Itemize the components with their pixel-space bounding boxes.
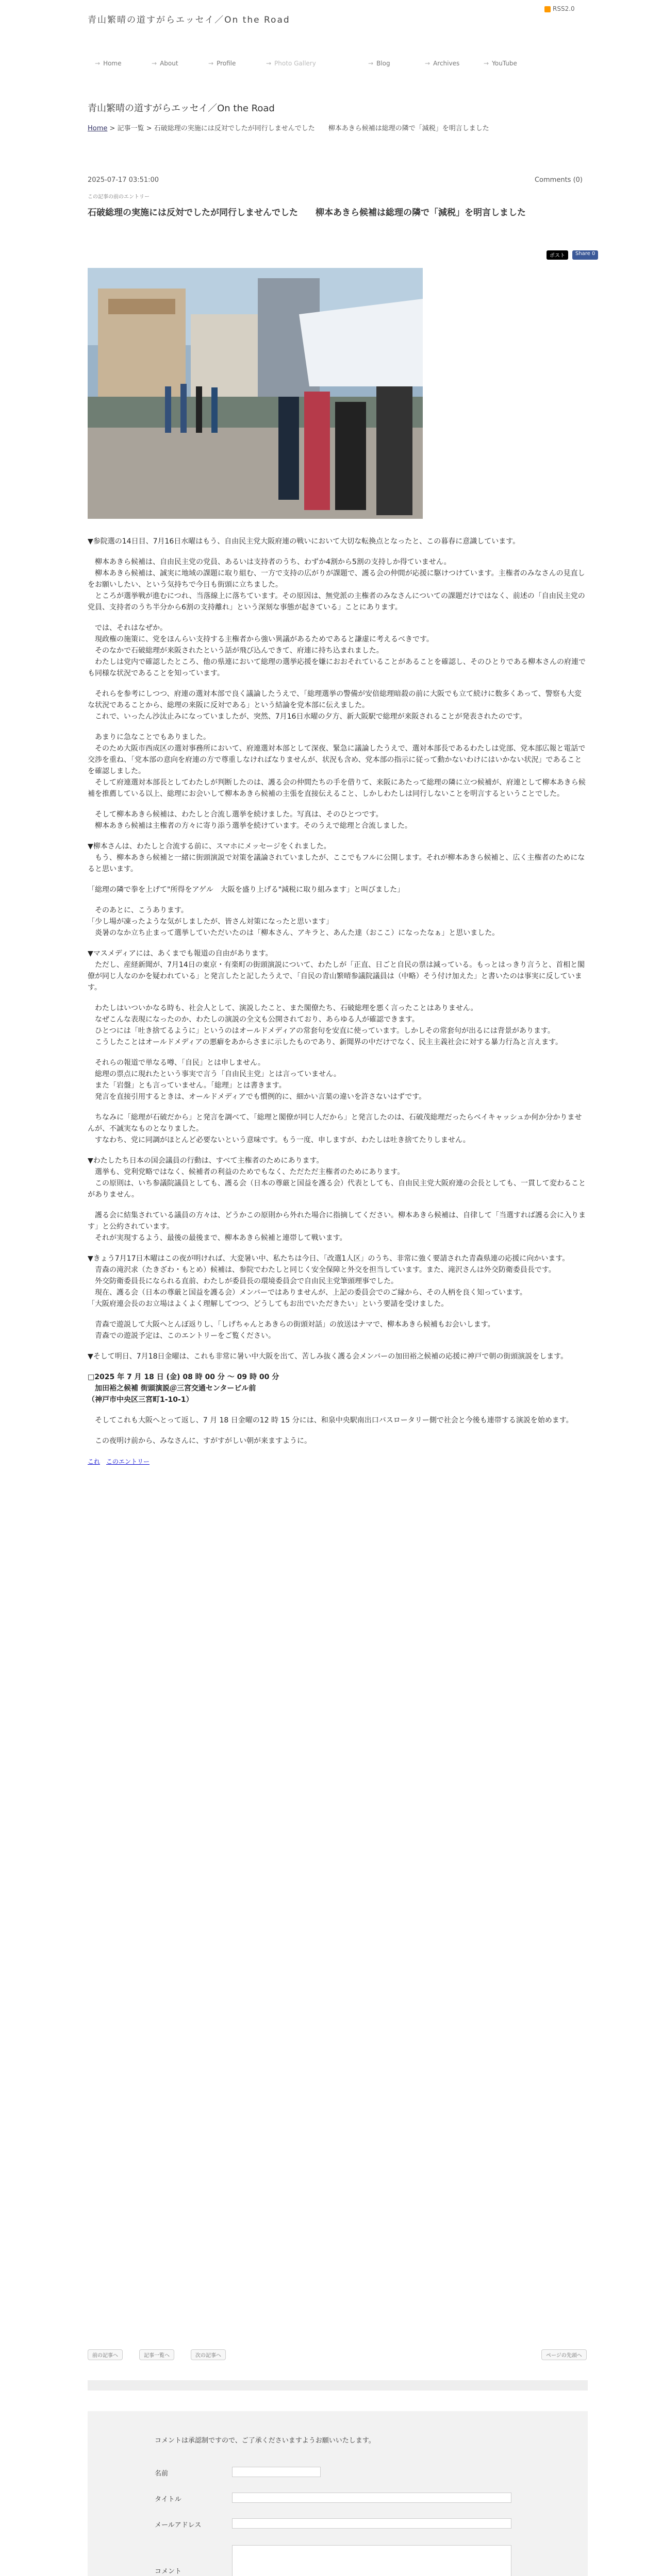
rss-icon xyxy=(544,6,551,12)
nav-item-youtube[interactable]: → YouTube xyxy=(484,60,517,67)
post-list-button[interactable]: 記事一覧へ xyxy=(139,2349,174,2360)
post-date: 2025-07-17 03:51:00 xyxy=(88,176,159,184)
body-paragraph: 柳本あきら候補は、自由民主党の党員、あるいは支持者のうち、わずか4割から5割の支持しか得ていません。 柳本あきら候補は、誠実に地域の課題に取り組む、一方で支持の広がりが課題で、護る会の仲間が応援に駆けつけています。主権者のみなさんの見直しをお願いしたい、という気持ちで今日も街頭に立ちました。 ところが選挙戦が進むにつれ、当落線上に落ちています。その原因は、無党派の主権者のみなさんについての課題だけではなく、前述の「自由民主党の党員、支持者のうち半分から6割の支持離れ」という深刻な事態が起きている」ことにあります。 xyxy=(88,558,585,612)
nav-item-profile[interactable]: → Profile xyxy=(208,60,236,67)
body-paragraph: □2025 年 7 月 18 日 (金) 08 時 00 分 ～ 09 時 00 分 加田裕之候補 街頭演説＠三宮交通センタービル前 （神戸市中央区三宮町1-10-1） xyxy=(88,1373,279,1404)
email-label: メールアドレス xyxy=(155,2521,202,2529)
body-paragraph: わたしはいついかなる時も、社会人として、演説したこと、また閣僚たち、石破総理を悪く言ったことはありません。 なぜこんな表現になったのか、わたしの演説の全文も公開されており、あらゆる人が確認できます。 ひとつには「吐き捨てるように」というのはオールドメディアの常套句を安直に使っています。しかしその常套句が出るには背景があります。 こうしたことはオールドメディアの悪癖をあからさまに示したものであり、新聞界の中だけでなく、民主主義社会に対する暴力行為と言えます。 xyxy=(94,1004,563,1046)
post-title: 石破総理の実施には反対でしたが同行しませんでした 柳本あきら候補は総理の隣で「減税」を明言しました xyxy=(88,208,526,218)
comment-form-intro: コメントは承認制ですので、ご了承くださいますようお願いいたします。 xyxy=(155,2437,375,2445)
title-input[interactable] xyxy=(232,2493,511,2503)
body-paragraph: 護る会に結集されている議員の方々は、どうかこの原則から外れた場合に指摘してください。柳本あきら候補は、自律して「当選すれば護る会に入ります」と公約されています。 それが実現するよう、最後の最後まで、柳本あきら候補と連帯して戦います。 xyxy=(88,1211,586,1242)
entry-link[interactable]: このエントリー xyxy=(106,1458,150,1465)
body-paragraph: それらの報道で単なる噂、「自民」とは申しません。 総理の票点に現れたという事実で言う「自由民主党」とは言っていません。 また「岩盤」とも言っていません。「総理」とは書きます。 発言を直接引用するときは、オールドメディアでも慣例的に、細かい言葉の違いを許さないはずです。 xyxy=(94,1059,426,1101)
body-paragraph: そしてこれも大阪へとって返し、7 月 18 日金曜の12 時 15 分には、和泉中央駅南出口バスロータリー側で社会と今後も連帯する演説を始めます。 xyxy=(88,1416,573,1425)
site-title[interactable]: 青山繁晴の道すがらエッセイ／On the Road xyxy=(88,15,290,25)
body-paragraph: この夜明け前から、みなさんに、すがすがしい朝が来ますように。 xyxy=(88,1437,311,1445)
inline-links xyxy=(88,1456,588,1467)
comments-count-link[interactable]: Comments (0) xyxy=(534,176,583,184)
facebook-share-button[interactable]: Share 0 xyxy=(572,250,598,260)
body-paragraph: 「総理の隣で拳を上げて"所得をアゲル 大阪を盛り上げる"減税に取り組みます」と叫びました」 xyxy=(88,886,405,894)
breadcrumb xyxy=(88,124,588,134)
comment-label: コメント xyxy=(155,2568,182,2575)
prev-entry-link[interactable]: この記事の前のエントリー xyxy=(88,194,150,200)
arrow-icon: → xyxy=(95,60,101,67)
body-paragraph: ▼柳本さんは、わたしと合流する前に、スマホにメッセージをくれました。 もう、柳本あきら候補と一緒に街頭演説で対策を議論されていましたが、ここでもフルに公開します。それが柳本あきら候補と、広く主権者のためになると思います。 xyxy=(88,842,585,873)
prev-post-button[interactable]: 前の記事へ xyxy=(88,2349,123,2360)
body-paragraph: ▼そして明日、7月18日金曜は、これも非常に暑い中大阪を出て、苦しみ抜く護る会メンバーの加田裕之候補の応援に神戸で朝の街頭演説をします。 xyxy=(88,1352,568,1361)
comment-textarea[interactable] xyxy=(232,2545,511,2576)
series-link[interactable]: これ xyxy=(88,1458,101,1465)
arrow-icon: → xyxy=(266,60,272,67)
body-paragraph: そして柳本あきら候補は、わたしと合流し選挙を続けました。写真は、そのひとつです。 柳本あきら候補は主権者の方々に寄り添う選挙を続けています。そのうえで総理と合流しました。 xyxy=(94,810,412,830)
main-nav xyxy=(88,60,583,75)
arrow-icon: → xyxy=(152,60,157,67)
nav-item-archives[interactable]: → Archives xyxy=(425,60,460,67)
arrow-icon: → xyxy=(208,60,214,67)
body-paragraph: ▼きょう7月17日木曜はこの夜が明ければ、大変暑い中、私たちは今日、「改選1人区」のうち、非常に強く要請された青森県連の応援に向かいます。 青森の滝沢求（たきざわ・もとめ）候補は、参院でわたしと同じく安全保障と外交を担当しています。また、滝沢さんは外交防衛委員長です。 外交防衛委員長になられる直前、わたしが委員長の環境委員会で自由民主党筆頭理事でした。 現在、護る会（日本の尊厳と国益を護る会）メンバーではありませんが、上記の委員会でのご縁から、その人柄を良く知っています。 「大阪府連会長のお立場はよくよく理解してつつ、どうしてもお出でいただきたい」という要請を受けました。 xyxy=(88,1255,570,1308)
post-photo xyxy=(88,268,423,519)
nav-item-photo-gallery[interactable]: → Photo Gallery xyxy=(266,60,316,67)
breadcrumb-home-link[interactable]: Home xyxy=(88,125,108,132)
body-paragraph: ▼マスメディアには、あくまでも報道の自由があります。 ただし、産経新聞が、7月14日の東京・有楽町の街頭演説について、わたしが「正直、日ごと自民の票は減っている。もっとはっきり言うと、首相と閣僚が同じ人なのかを疑われている」と発言したと記したうえで、「自民の青山繁晴参議院議員は（中略）そう付け加えた」と書いたのは事実に反しています。 xyxy=(88,950,585,992)
comment-form xyxy=(88,2411,588,2576)
body-paragraph: ▼参院選の14日目、7月16日水曜はもう、自由民主党大阪府連の戦いにおいて大切な転換点となったと、この暮春に意識しています。 xyxy=(88,537,520,546)
title-label: タイトル xyxy=(155,2496,181,2503)
rss-label: RSS2.0 xyxy=(553,5,575,12)
rss-link[interactable] xyxy=(544,5,575,12)
body-paragraph: ▼わたしたち日本の国会議員の行動は、すべて主権者のためにあります。 選挙も、党利党略ではなく、候補者の利益のためでもなく、ただただ主権者のためにあります。 この原則は、いち参議院議員としても、護る会（日本の尊厳と国益を護る会）代表としても、自由民主党大阪府連の会長としても、一貫して変わることがありません。 xyxy=(88,1157,586,1199)
blog-name: 青山繁晴の道すがらエッセイ／On the Road xyxy=(88,103,275,114)
page-top-button[interactable]: ページの先頭へ xyxy=(541,2349,587,2360)
nav-item-blog[interactable]: → Blog xyxy=(368,60,390,67)
next-post-button[interactable]: 次の記事へ xyxy=(191,2349,226,2360)
body-paragraph: ちなみに「総理が石破だから」と発言を調べて、「総理と閣僚が同じ人だから」と発言したのは、石破茂総理だったらベイキャッシュか何か分かりませんが、不誠実なものとなりました。 すなわち、党に同調がほとんど必要ないという意味です。もう一度、申しますが、わたしは吐き捨てたりしません。 xyxy=(88,1113,582,1144)
body-paragraph: あまりに急なことでもありました。 そのため大阪市西成区の選対事務所において、府連選対本部として深夜、緊急に議論したうえで、選対本部長であるわたしは党部、党本部広報と電話で交渉を重ね、「党本部の意向を府連の方で尊重しなければなりませんが、状況も含め、党本部の指示に従って動かないわけにはいかない状況」であることを確認しました。 そして府連選対本部長としてわたしが判断したのは、護る会の仲間たちの手を借りて、来阪にあたって総理の隣に立つ候補が、府連として柳本あきら候補を推薦している以上、総理にお会いして柳本あきら候補の主張を直接伝えること、しかしわたしは同行しないことを明言するということでした。 xyxy=(88,733,586,798)
name-input[interactable] xyxy=(232,2467,321,2477)
campaign-photo-image xyxy=(88,268,423,519)
tweet-button[interactable]: ポスト xyxy=(547,250,568,260)
nav-item-about[interactable]: → About xyxy=(152,60,178,67)
arrow-icon: → xyxy=(425,60,431,67)
post-body xyxy=(88,536,588,1477)
name-label: 名前 xyxy=(155,2470,169,2478)
email-input[interactable] xyxy=(232,2518,511,2529)
divider-band xyxy=(88,2380,588,2391)
body-paragraph: それらを参考にしつつ、府連の選対本部で良く議論したうえで、「総理選挙の警備が安倍総理暗殺の前に大阪でも立て続けに数多くあって、警察も大変な状況であることから、総理の来阪に反対である」という結論を党本部に伝えました。 これで、いったん沙汰止みになっていましたが、突然、7月16日水曜の夕方、新大阪駅で総理が来阪されることが発表されたのです。 xyxy=(88,690,582,721)
nav-item-home[interactable]: → Home xyxy=(95,60,122,67)
arrow-icon: → xyxy=(484,60,489,67)
body-paragraph: では、それはなぜか。 現政権の施策に、党をほんらい支持する主権者から強い異議があるためであると謙虚に考えるべきです。 そのなかで石破総理が来阪されたという話が飛び込んできて、府連に持ち込まれました。 わたしは党内で確認したところ、他の県連において総理の選挙応援を嫌におおそれていることがあることを確認し、そのひとりである柳本さんの府連でも同様な状況であることを知っています。 xyxy=(88,624,586,677)
breadcrumb-rest: > 記事一覧 > 石破総理の実施には反対でしたが同行しませんでした 柳本あきら候補は総理の隣で「減税」を明言しました xyxy=(107,125,489,132)
site-header xyxy=(0,0,662,98)
body-paragraph: 青森で遊説して大阪へとんぼ返りし、「しげちゃんとあきらの街頭対話」の放送はナマで、柳本あきら候補もお会いします。 青森での遊説予定は、このエントリーをご覧ください。 xyxy=(94,1320,495,1340)
arrow-icon: → xyxy=(368,60,374,67)
body-paragraph: そのあとに、こうあります。 「少し場が凍ったような気がしましたが、皆さん対策になったと思います」 炎暑のなか立ち止まって選挙していただいたのは「柳本さん、アキラと、あんた達（おここ）になったなぁ」と思いました。 xyxy=(88,906,500,937)
post-meta xyxy=(88,176,583,184)
